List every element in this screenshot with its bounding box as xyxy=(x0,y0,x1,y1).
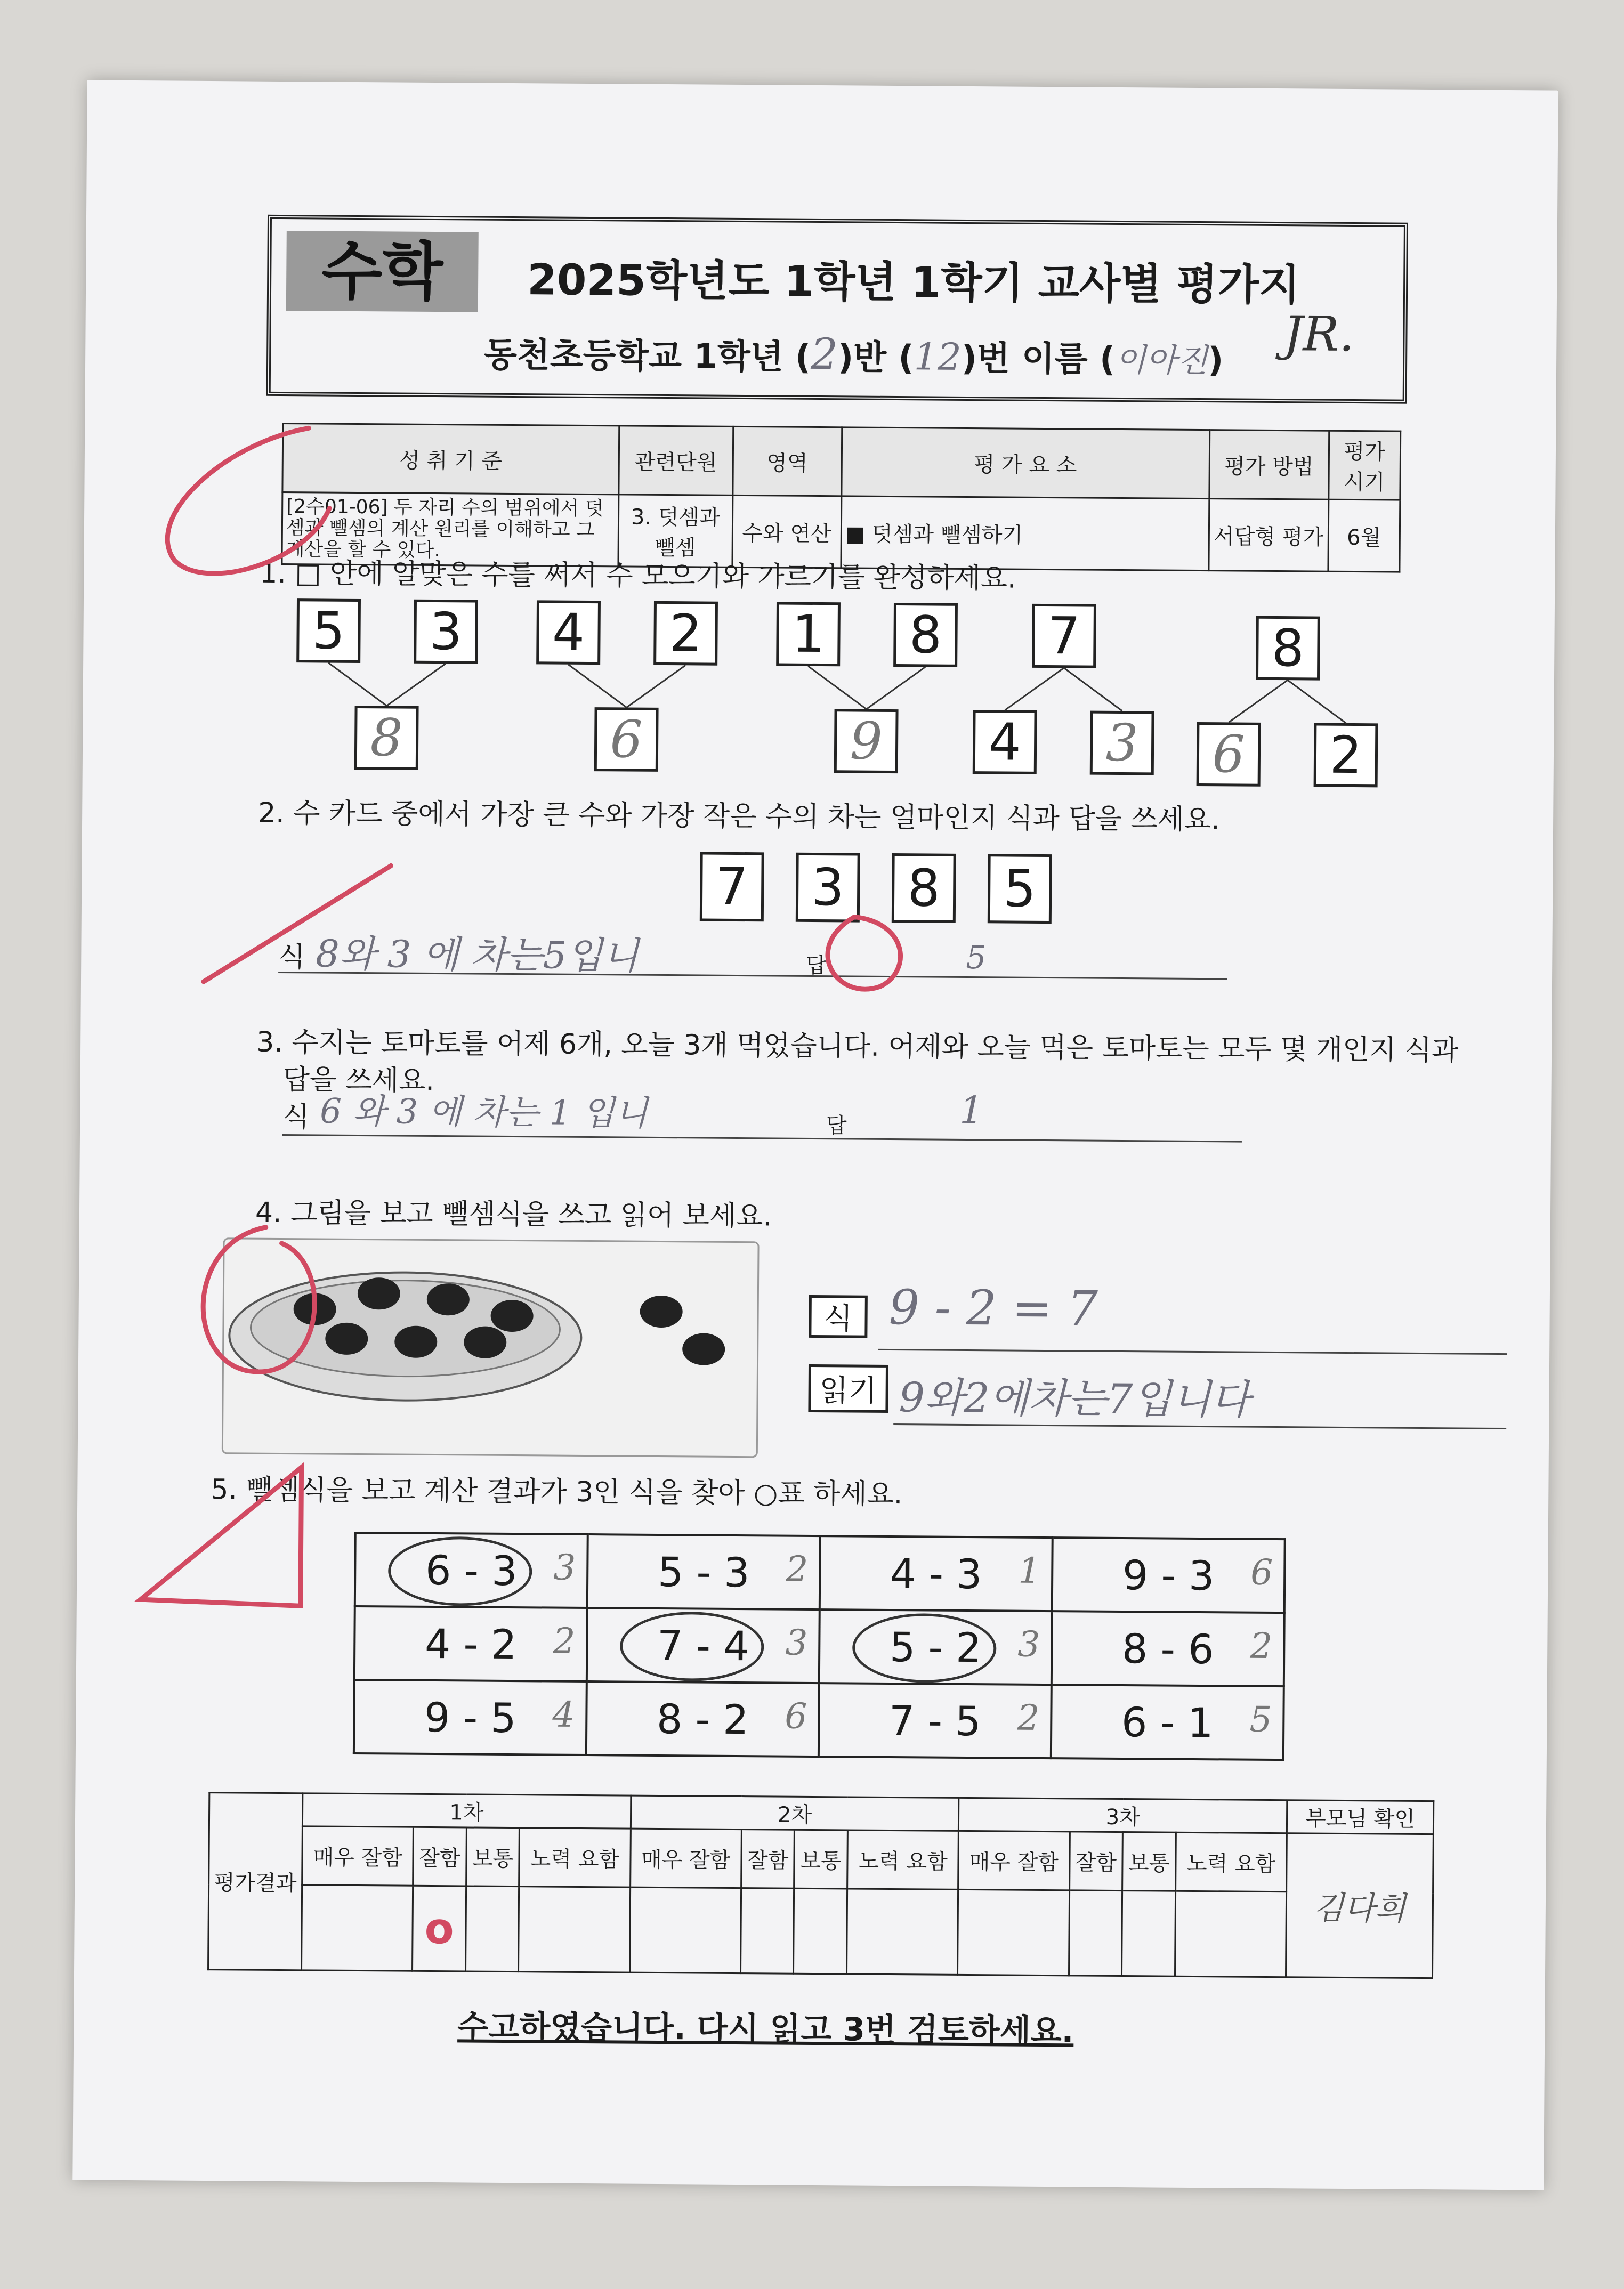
th-unit: 관련단원 xyxy=(619,426,733,495)
round-2-header: 2차 xyxy=(631,1795,959,1831)
round-1-header: 1차 xyxy=(302,1793,631,1829)
q1-box-d1: 4 xyxy=(973,710,1037,774)
th-area: 영역 xyxy=(733,426,842,496)
footer-note: 수고하였습니다. 다시 읽고 3번 검토하세요. xyxy=(457,2008,1074,2050)
td-method: 서답형 평가 xyxy=(1209,499,1329,572)
level-fair: 보통 xyxy=(794,1830,847,1889)
q5-cell[interactable]: 7 - 5 2 xyxy=(819,1683,1052,1758)
question-1-text: 1. □ 안에 알맞은 수를 써서 수 모으기와 가르기를 완성하세요. xyxy=(260,557,1016,595)
level-fair: 보통 xyxy=(466,1827,519,1887)
question-3-text-2: 답을 쓰세요. xyxy=(282,1064,435,1097)
q5-cell[interactable]: 7 - 4 3 xyxy=(587,1608,820,1683)
q3-written-dap[interactable]: 1 xyxy=(959,1088,984,1133)
student-name[interactable]: 이아진 xyxy=(1114,341,1208,380)
td-time: 6월 xyxy=(1328,499,1400,572)
q2-written-dap[interactable]: 5 xyxy=(966,939,987,977)
level-fair: 보통 xyxy=(1122,1832,1176,1891)
q5-cell[interactable]: 8 - 6 2 xyxy=(1052,1611,1284,1686)
th-standard: 성 취 기 준 xyxy=(282,423,619,494)
q5-cell[interactable]: 5 - 2 3 xyxy=(819,1609,1052,1685)
q1-answer-e[interactable]: 6 xyxy=(1197,722,1261,787)
level-needs-effort: 노력 요함 xyxy=(847,1830,959,1889)
th-time: 평가 시기 xyxy=(1328,431,1400,500)
q1-box-a2: 3 xyxy=(414,600,478,664)
td-unit: 3. 덧셈과 뺄셈 xyxy=(618,495,733,567)
q1-answer-a[interactable]: 8 xyxy=(354,706,419,770)
q4-written-read[interactable]: 9와2에차는7입니다 xyxy=(899,1373,1250,1423)
q1-box-b1: 4 xyxy=(536,600,601,665)
q2-card-2: 3 xyxy=(796,853,860,923)
subject-label: 수학 xyxy=(286,231,479,312)
level-good: 잘함 xyxy=(741,1830,795,1889)
round-3-header: 3차 xyxy=(959,1798,1287,1833)
q2-card-4: 5 xyxy=(988,854,1052,924)
q4-read-label: 읽기 xyxy=(808,1364,888,1413)
level-good: 잘함 xyxy=(1069,1832,1122,1891)
q1-box-c1: 1 xyxy=(776,602,841,666)
q3-written-sik[interactable]: 6 와 3 에 차는 1 입니 xyxy=(320,1091,648,1134)
q5-cell[interactable]: 5 - 3 2 xyxy=(587,1534,820,1609)
q2-sik-label: 식 xyxy=(278,941,305,974)
q1-box-b2: 2 xyxy=(653,601,718,666)
question-2-text: 2. 수 카드 중에서 가장 큰 수와 가장 작은 수의 차는 얼마인지 식과 답을 쓰세요. xyxy=(257,797,1220,836)
q5-cell[interactable]: 6 - 1 5 xyxy=(1051,1685,1284,1760)
q1-answer-b[interactable]: 6 xyxy=(594,707,659,772)
q2-dap-label: 답 xyxy=(806,953,827,978)
q5-cell[interactable]: 4 - 2 2 xyxy=(354,1606,587,1681)
td-standard: [2수01-06] 두 자리 수의 범위에서 덧셈과 뺄셈의 계산 원리를 이해하고 그 계산을 할 수 있다. xyxy=(282,492,619,566)
q5-cell[interactable]: 9 - 5 4 xyxy=(354,1680,587,1755)
level-needs-effort: 노력 요함 xyxy=(519,1828,631,1887)
level-very-good: 매우 잘함 xyxy=(630,1829,741,1888)
q2-written-sik[interactable]: 8와 3 에 차는5입니 xyxy=(316,932,639,978)
level-good: 잘함 xyxy=(413,1827,466,1886)
td-element: ■ 덧셈과 뺄셈하기 xyxy=(841,496,1209,571)
q1-box-e2: 2 xyxy=(1314,723,1378,788)
q4-written-sik[interactable]: 9 - 2 = 7 xyxy=(888,1279,1098,1337)
level-needs-effort: 노력 요함 xyxy=(1175,1832,1287,1891)
td-area: 수와 연산 xyxy=(732,495,842,568)
q1-box-d-top: 7 xyxy=(1032,604,1096,668)
worksheet-paper xyxy=(72,80,1558,2190)
q3-sik-label: 식 xyxy=(282,1101,310,1134)
page-title: 2025학년도 1학년 1학기 교사별 평가지 xyxy=(527,255,1300,310)
q1-answer-d[interactable]: 3 xyxy=(1090,711,1154,775)
question-4-text: 4. 그림을 보고 뺄셈식을 쓰고 읽어 보세요. xyxy=(255,1196,772,1233)
q3-dap-label: 답 xyxy=(826,1113,847,1138)
q1-box-a1: 5 xyxy=(296,598,361,663)
question-5-text: 5. 뺄셈식을 보고 계산 결과가 3인 식을 찾아 ○표 하세요. xyxy=(211,1474,903,1511)
q2-card-1: 7 xyxy=(700,852,764,921)
q4-sik-label: 식 xyxy=(809,1295,868,1338)
red-grading-marks xyxy=(72,80,1558,2190)
q2-card-3: 8 xyxy=(892,853,956,923)
q5-cell[interactable]: 8 - 2 6 xyxy=(586,1681,819,1757)
q1-box-e-top: 8 xyxy=(1256,616,1320,681)
th-method: 평가 방법 xyxy=(1209,430,1329,500)
parent-signature[interactable]: 김다희 xyxy=(1286,1833,1433,1978)
student-number[interactable]: 12 xyxy=(914,335,962,379)
q1-box-c2: 8 xyxy=(893,603,958,667)
level-very-good: 매우 잘함 xyxy=(302,1826,414,1886)
q1-answer-c[interactable]: 9 xyxy=(834,709,899,773)
teacher-signature: JR. xyxy=(1283,306,1355,363)
level-very-good: 매우 잘함 xyxy=(958,1831,1070,1890)
q5-cell[interactable]: 6 - 3 3 xyxy=(355,1533,588,1608)
q5-cell[interactable]: 4 - 3 1 xyxy=(820,1536,1053,1611)
result-row-label: 평가결과 xyxy=(208,1793,303,1970)
q5-cell[interactable]: 9 - 3 6 xyxy=(1052,1538,1285,1613)
result-cell-marked[interactable]: o xyxy=(413,1886,466,1971)
student-info-line: 동천초등학교 1학년 (2)반 (12)번 이름 (이아진) xyxy=(483,329,1224,381)
question-3-text-1: 3. 수지는 토마토를 어제 6개, 오늘 3개 먹었습니다. 어제와 오늘 먹은 토마토는 모두 몇 개인지 식과 xyxy=(256,1026,1459,1067)
parent-check-header: 부모님 확인 xyxy=(1287,1800,1433,1834)
th-element: 평 가 요 소 xyxy=(841,427,1209,499)
class-number[interactable]: 2 xyxy=(810,329,838,379)
